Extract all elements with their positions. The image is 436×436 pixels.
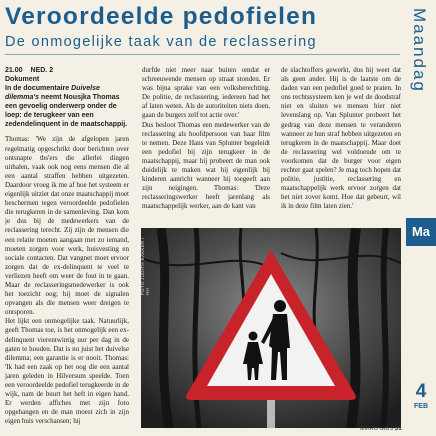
documentary-title: Duivelse dilemma's xyxy=(5,85,100,102)
paragraph: Dus besloot Thomas een medewerker van de reclassering als hoofdpersoon van haar film te nemen. Deze Hans van Splunter begeleidt een pedofiel bij zijn terugkeer in de maatschappij, maar hij probeert de man ook duidelijk te maken wat hij eigenlijk bij kinderen aanricht wanneer hij toegeeft aan zijn neigingen. Thomas: 'Deze reclasseringswerker heeft jarenlang als maatschappelijk werker, aan de kant van xyxy=(142,120,270,211)
page-number: 31 xyxy=(394,425,402,432)
article-photo xyxy=(141,228,401,428)
article-column-1 xyxy=(5,66,129,426)
paragraph: Het lijkt een onmogelijke taak. Natuurlijk, geeft Thomas toe, is het onmogelijk een ex-delinquent vierentwintig uur per dag in de gaten te houden. Dat is nu juist het duivelse dilemma; een garantie is er nooit. Thomas: 'Ik had een zaak op het oog die een aantal jaren geleden in Hilversum speelde. Toen een veroordeelde pedofiel terugkeerde in de wijk, nam de buurt het heft in eigen hand. Er werden affiches met zijn foto opgehangen en de man moest zich in zijn eigen huis verschansen; hij xyxy=(5,317,129,426)
broadcast-genre: Dokument xyxy=(5,76,40,83)
broadcast-time: 21.00 xyxy=(5,67,23,74)
photo-credit: FOTO JUDITH BAKKER / HH xyxy=(140,237,150,295)
article-intro: In de documentaire Duivelse dilemma's neemt Nousjka Thomas een gevoelig onderwerp onder de loep: de terugkeer van een zedendelinquent in de maatschappij. xyxy=(5,85,128,129)
paragraph: durfde niet meer naar buiten omdat er schreeuwende mensen op straat stonden. Er was bijna sprake van een volksberechting. De politie, de reclassering, iedereen had het af laten weten. Als de autoriteiten niets doen, gaan de burgers zelf tot actie over.' xyxy=(142,66,270,120)
page-subtitle: De onmogelijke taak van de reclassering xyxy=(5,34,317,50)
weekday-label: Maandag xyxy=(410,8,429,93)
broadcast-channel: NED. 2 xyxy=(30,67,54,74)
broadcast-info xyxy=(5,66,129,75)
weekday-tab: Ma xyxy=(406,218,436,246)
date-number: 4 xyxy=(415,381,427,402)
magazine-name: MIKRO GIDS xyxy=(360,426,394,432)
warning-sign-photo xyxy=(141,228,401,428)
page-title: Veroordeelde pedofielen xyxy=(5,3,318,30)
header-divider xyxy=(5,54,400,55)
article-column-2 xyxy=(142,66,270,226)
page-footer xyxy=(360,425,402,432)
paragraph: de slachtoffers gewerkt, dus hij weet dat als geen ander. Hij is de laatste om de daden van een pedofiel goed te praten. In ons rechtssysteem ken je wel de doodstraf niet en sluiten we mensen hier niet levenslang op. Van Splunter probeert het gedrag van deze mensen te veranderen wanneer ze hun straf hebben uitgezeten en terugkeren in de maatschappij. Maar doet de reclassering wel voldoende om te voorkomen dat de burger voor eigen rechter gaat spelen? Je mag toch hopen dat politie, justitie, reclassering en maatschappelijk werk ervoor zorgen dat het niet zover komt. Hoe dat gebeurt, wil ik in deze film laten zien.' xyxy=(281,66,401,211)
date-month: FEB xyxy=(414,403,428,410)
paragraph: Thomas: 'We zijn de afgelopen jaren regelmatig opgeschrikt door berichten over ontsnapte tbs'ers die allerlei dingen uithalen, vaak ook nog eens mensen die al een aantal straffen hebben uitgezeten. Daardoor vroeg ik me af hoe het systeem er eigenlijk uitziet dat onze maatschappij moet beschermen tegen veroordeelde pedofielen die terugkeren in de samenleving. Dan kom je dus bij de medewerkers van de reclassering terecht. Zij zijn de mensen die een relatie moeten aangaan met zo iemand, moeten zorgen voor werk, huisvesting en sociale contacten. Dat vangnet moet ervoor zorgen dat de ex-delinquent te veel te verliezen heeft om weer de fout in te gaan. Maar de reclasseringsmedewerker is ook het toezicht oog; hij moet de signalen opvangen als die mensen weer dreigen te ontsporen. xyxy=(5,135,129,317)
